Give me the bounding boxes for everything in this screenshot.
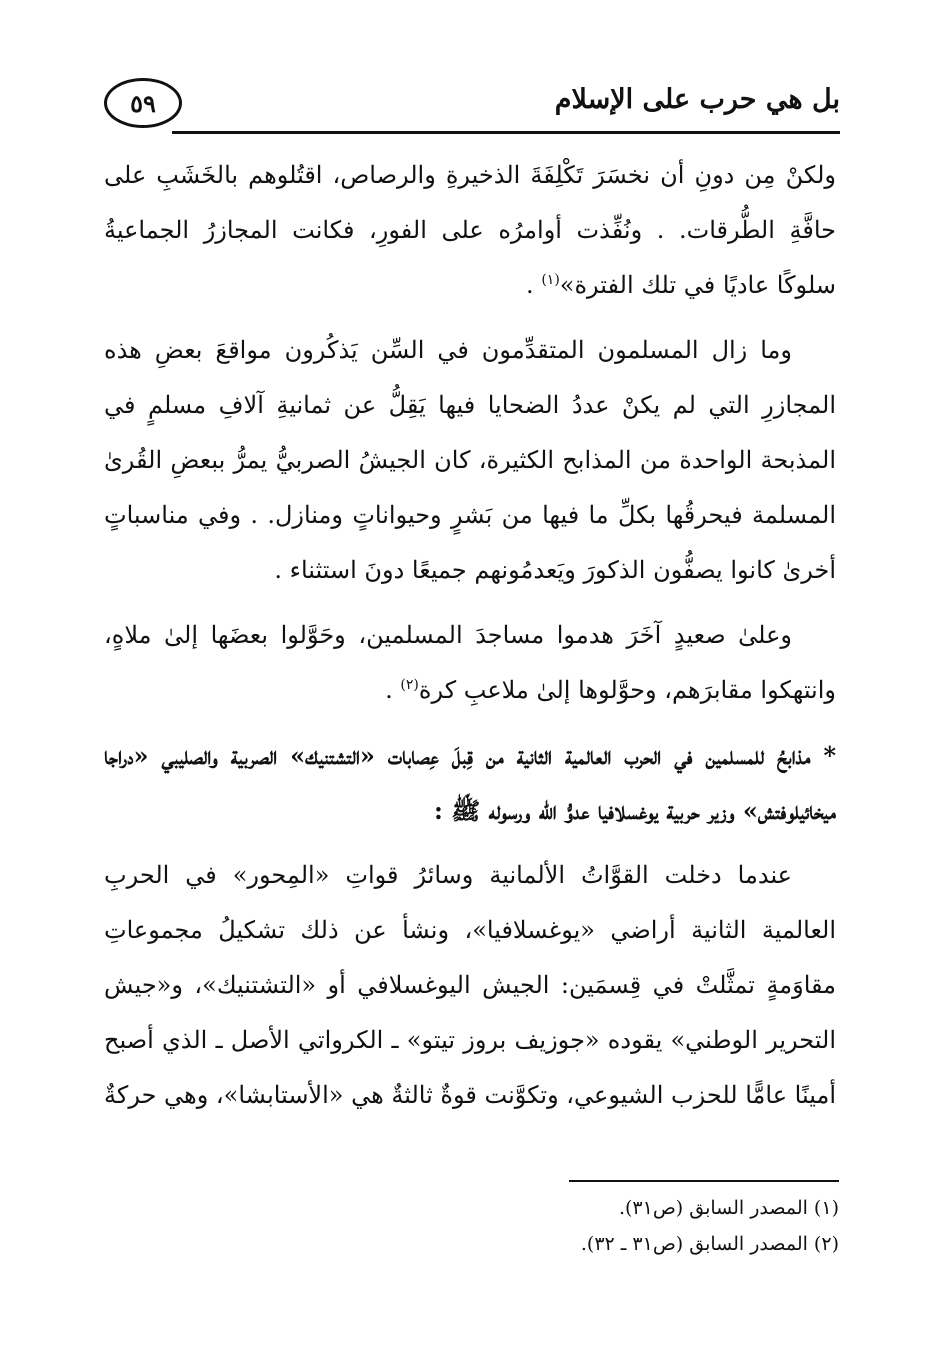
section-heading: * مذابحُ للمسلمين في الحرب العالمية الثانية من قِبلَ عِصابات «التشتنيك» الصربية والصليبي «دراجا ميخائيلوفتش» وزير حربية يوغسلافيا عدوُّ اللّٰه ورسوله ﷺ :: [104, 741, 836, 825]
paragraph-2: [104, 323, 836, 598]
footnote-ref-1: (١): [541, 272, 560, 288]
running-header: [100, 76, 840, 134]
footnote-1: (١) المصدر السابق (ص٣١).: [618, 1197, 839, 1219]
paragraph-1: [104, 148, 836, 313]
paragraph-1-text: ولكنْ مِن دونِ أن نخسَرَ تَكْلِفَةَ الذخيرةِ والرصاص، اقتُلوهم بالخَشَبِ على حافَّةِ الطُّرقات. . ونُفِّذت أوامرُه على الفورِ، فكانت المجازرُ الجماعيةُ سلوكًا عاديًا في تلك الفترة»: [104, 161, 836, 299]
paragraph-4: عندما دخلت القوَّاتُ الألمانية وسائرُ قواتِ «المِحور» في الحربِ العالمية الثانية أراضي «يوغسلافيا»، ونشأ عن ذلك تشكيلُ مجموعاتِ مقاوَمةٍ تمثَّلتْ في قِسمَين: الجيش اليوغسلافي أو «التشتنيك»، و«جيش التحرير الوطني» يقوده «جوزيف بروز تيتو» ـ الكرواتي الأصل ـ الذي أصبح أمينًا عامًّا للحزب الشيوعي، وتكوَّنت قوةٌ ثالثةٌ هي «الأستابشا»، وهي حركةٌ: [104, 861, 836, 1109]
body-text: [104, 148, 836, 1133]
header-divider: [172, 131, 840, 134]
footnote-ref-2: (٢): [400, 677, 419, 693]
running-header-title: بل هي حرب على الإسلام: [554, 84, 840, 115]
page-number-badge: [104, 78, 182, 128]
paragraph-2-text: وما زال المسلمون المتقدِّمون في السِّن يَذكُرون مواقعَ بعضِ هذه المجازرِ التي لم يكنْ عددُ الضحايا فيها يَقِلُّ عن ثمانيةِ آلافِ مسلمٍ في المذبحة الواحدة من المذابح الكثيرة، كان الجيشُ الصربيُّ يمرُّ ببعضِ القُرىٰ المسلمة فيحرقُها بكلِّ ما فيها من بَشرٍ وحيواناتٍ ومنازل. . وفي مناسباتٍ أخرىٰ كانوا يصفُّون الذكورَ ويَعدمُونهم جميعًا دونَ استثناء .: [104, 336, 836, 584]
footnote-divider: [569, 1180, 839, 1182]
page-number: ٥٩: [130, 88, 156, 118]
paragraph-3-tail: .: [385, 676, 401, 704]
paragraph-1-tail: .: [526, 271, 542, 299]
footnotes: [239, 1190, 839, 1262]
paragraph-3-text: وعلىٰ صعيدٍ آخَرَ هدموا مساجدَ المسلمين، وحَوَّلوا بعضَها إلىٰ ملاهٍ، وانتهكوا مقابرَهم، وحوَّلوها إلىٰ ملاعبِ كرة: [104, 621, 836, 704]
paragraph-3: [104, 608, 836, 718]
footnote-2: (٢) المصدر السابق (ص٣١ ـ ٣٢).: [580, 1233, 839, 1255]
